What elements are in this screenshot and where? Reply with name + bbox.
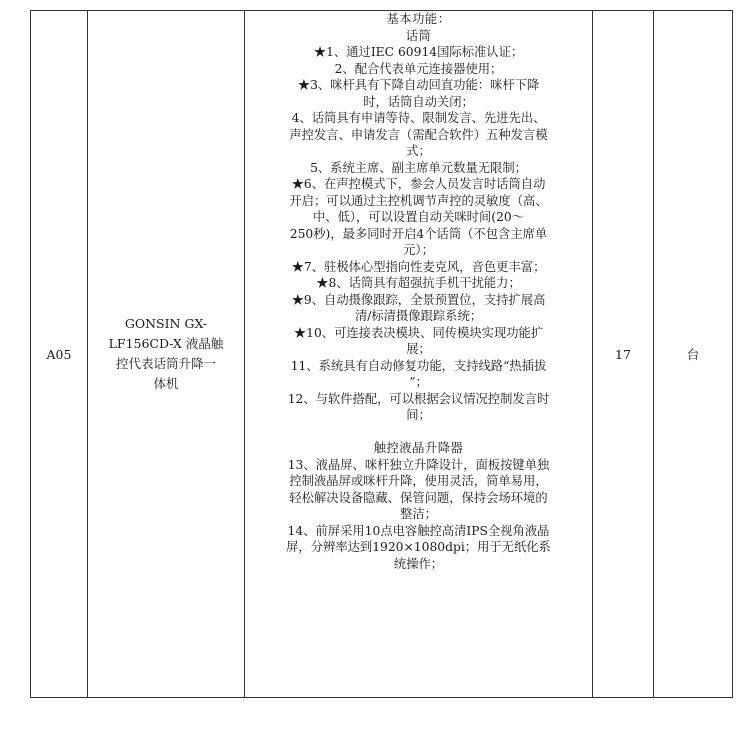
description-line: 14、前屏采用10点电容触控高清IPS全视角液晶 bbox=[287, 523, 550, 538]
description-line: 整洁； bbox=[400, 507, 437, 521]
description-line: 式； bbox=[406, 144, 431, 158]
description-line: 屏，分辨率达到1920×1080dpi；用于无纸化系 bbox=[286, 540, 551, 554]
description-line: 5、系统主席、副主席单元数量无限制； bbox=[310, 160, 527, 175]
description-line: 触控液晶升降器 bbox=[373, 441, 464, 455]
product-name-cell bbox=[88, 11, 245, 698]
description-line: 元）； bbox=[403, 243, 434, 257]
product-name-line: 体机 bbox=[153, 376, 179, 391]
description-line: 13、液晶屏、咪杆独立升降设计，面板按键单独 bbox=[287, 457, 550, 472]
description-line: ★7、驻极体心型指向性麦克风，音色更丰富； bbox=[291, 259, 546, 274]
item-code: A05 bbox=[46, 346, 72, 362]
description-blank-line bbox=[249, 424, 588, 441]
description-cell bbox=[245, 11, 593, 698]
product-name-line: GONSIN GX- bbox=[124, 316, 208, 331]
unit-cell bbox=[654, 11, 733, 698]
spec-table bbox=[30, 10, 733, 698]
description-line: 11、系统具有自动修复功能，支持线路“热插拔 bbox=[290, 358, 547, 373]
description-line: 展； bbox=[406, 342, 431, 356]
description-line: 250秒)，最多同时开启4个话筒（不包含主席单 bbox=[289, 226, 548, 241]
description-line: 开启；可以通过主控机调节声控的灵敏度（高、 bbox=[289, 193, 548, 208]
description-line: 时，话筒自动关闭； bbox=[363, 94, 474, 109]
description-line: 12、与软件搭配，可以根据会议情况控制发言时 bbox=[287, 391, 550, 406]
description-line: 间； bbox=[406, 408, 431, 422]
quantity-value: 17 bbox=[615, 346, 631, 362]
unit-value: 台 bbox=[686, 347, 700, 362]
quantity-cell bbox=[593, 11, 654, 698]
description-line: 话筒 bbox=[405, 28, 432, 43]
description-line: 2、配合代表单元连接器使用； bbox=[334, 61, 503, 76]
description-line: ★1、通过IEC 60914国际标准认证； bbox=[313, 45, 524, 59]
description-line: ★3、咪杆具有下降自动回直功能：咪杆下降 bbox=[297, 78, 540, 92]
description-line: 声控发言、申请发言（需配合软件）五种发言模 bbox=[289, 127, 548, 142]
description-line: 控制液晶屏或咪杆升降，使用灵活，简单易用， bbox=[289, 474, 548, 488]
product-name-line: 控代表话筒升降一 bbox=[115, 356, 216, 371]
description-line: ★8、话筒具有超强抗手机干扰能力； bbox=[316, 276, 521, 290]
description-line: 中、低），可以设置自动关咪时间(20～ bbox=[312, 210, 525, 224]
spec-table-container bbox=[30, 10, 713, 698]
description-line: 轻松解决设备隐藏、保管问题，保持会场环境的 bbox=[289, 490, 548, 505]
item-code-cell bbox=[31, 11, 88, 698]
description-line: ★9、自动摄像跟踪，全景预置位，支持扩展高 bbox=[291, 292, 546, 307]
description-line: ”； bbox=[409, 375, 428, 389]
description-line: 统操作； bbox=[393, 556, 444, 571]
description-line: 4、话筒具有申请等待、限制发言、先进先出、 bbox=[291, 111, 546, 125]
description-line: 清/标清摄像跟踪系统； bbox=[354, 309, 483, 323]
description-line: ★10、可连接表决模块、同传模块实现功能扩 bbox=[293, 325, 544, 340]
product-name-line: LF156CD-X 液晶触 bbox=[108, 336, 224, 351]
description-line: 基本功能： bbox=[386, 12, 451, 26]
description-line: ★6、在声控模式下，参会人员发言时话筒自动 bbox=[291, 177, 546, 191]
table-row bbox=[31, 11, 733, 698]
